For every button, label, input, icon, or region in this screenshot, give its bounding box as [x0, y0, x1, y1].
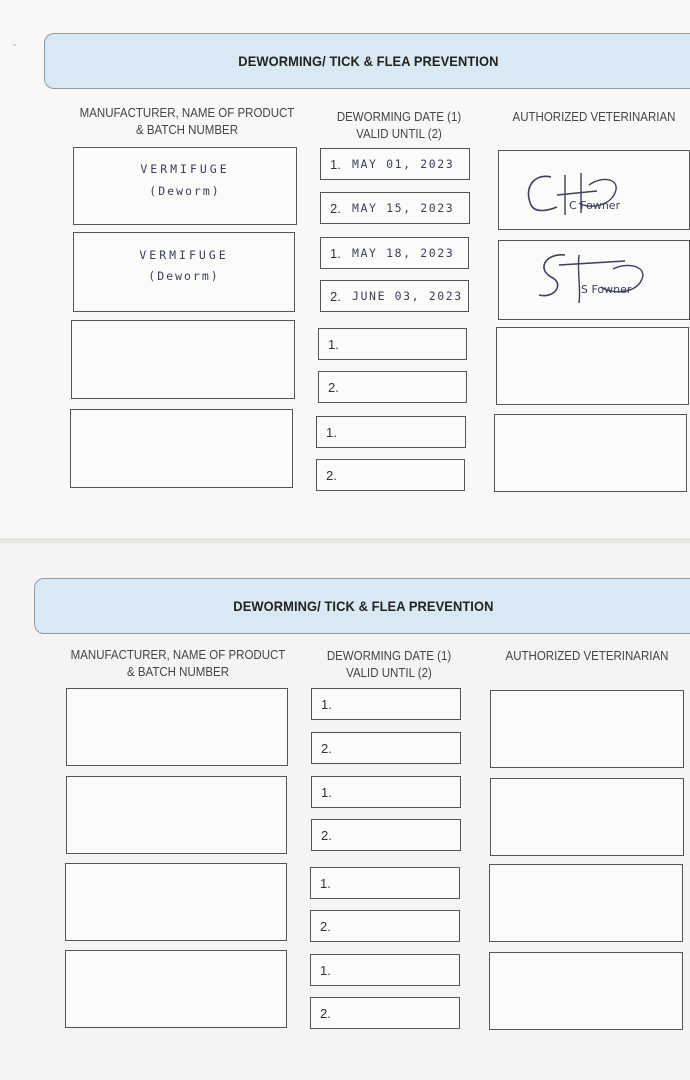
product-field[interactable]	[70, 409, 293, 488]
valid-until-field[interactable]: 2.	[316, 459, 465, 491]
deworming-date-handwritten: MAY 01, 2023	[352, 157, 455, 171]
deworming-date-field[interactable]: 1. MAY 18, 2023	[320, 237, 469, 269]
veterinarian-signature	[517, 165, 637, 225]
column-header-product: MANUFACTURER, NAME OF PRODUCT & BATCH NUMBER	[79, 106, 295, 137]
valid-until-field[interactable]: 2.	[311, 819, 461, 851]
paper-speck	[13, 44, 16, 46]
product-field[interactable]	[66, 688, 288, 766]
veterinarian-signature-field[interactable]	[496, 327, 689, 405]
product-name-handwritten: VERMIFUGE	[139, 248, 229, 262]
product-field[interactable]	[73, 232, 295, 312]
product-field[interactable]	[65, 950, 287, 1028]
column-header-date: DEWORMING DATE (1) VALID UNTIL (2)	[336, 110, 462, 141]
product-field[interactable]	[73, 147, 297, 225]
product-note-handwritten: (Deworm)	[148, 269, 220, 283]
deworming-date-field[interactable]: 1.	[318, 328, 467, 360]
veterinarian-signature-field[interactable]	[494, 414, 687, 492]
product-note-handwritten: (Deworm)	[149, 184, 221, 198]
deworming-date-field[interactable]: 1.	[316, 416, 466, 448]
column-header-vet: AUTHORIZED VETERINARIAN	[505, 649, 669, 663]
column-header-vet: AUTHORIZED VETERINARIAN	[512, 110, 676, 124]
veterinarian-signature	[529, 247, 669, 309]
deworming-date-field[interactable]: 1. MAY 01, 2023	[320, 148, 470, 180]
product-field[interactable]	[66, 776, 287, 854]
signature-text: C Fowner	[569, 199, 621, 212]
deworming-date-field[interactable]: 1.	[310, 867, 460, 899]
column-header-date: DEWORMING DATE (1) VALID UNTIL (2)	[326, 649, 452, 680]
product-field[interactable]	[71, 320, 295, 399]
valid-until-field[interactable]: 2.	[311, 732, 461, 764]
column-header-product: MANUFACTURER, NAME OF PRODUCT & BATCH NUMBER	[70, 648, 286, 679]
section-title: DEWORMING/ TICK & FLEA PREVENTION	[232, 598, 494, 614]
deworming-date-handwritten: MAY 18, 2023	[352, 246, 455, 260]
deworming-date-field[interactable]: 1.	[311, 688, 461, 720]
deworming-date-field[interactable]: 1.	[311, 776, 461, 808]
veterinarian-signature-field[interactable]	[498, 150, 690, 230]
valid-until-handwritten: MAY 15, 2023	[352, 201, 455, 215]
deworming-date-field[interactable]: 1.	[310, 954, 460, 986]
veterinarian-signature-field[interactable]	[489, 864, 683, 942]
section-title-banner	[34, 578, 690, 634]
veterinarian-signature-field[interactable]	[489, 952, 683, 1030]
valid-until-field[interactable]: 2.	[310, 910, 460, 942]
product-field[interactable]	[65, 863, 287, 941]
valid-until-handwritten: JUNE 03, 2023	[352, 289, 463, 303]
signature-text: S Fowner	[581, 283, 632, 296]
veterinarian-signature-field[interactable]	[490, 778, 684, 856]
veterinarian-signature-field[interactable]	[498, 240, 690, 320]
product-name-handwritten: VERMIFUGE	[140, 162, 230, 176]
section-title: DEWORMING/ TICK & FLEA PREVENTION	[237, 53, 499, 69]
valid-until-field[interactable]: 2.	[310, 997, 460, 1029]
veterinarian-signature-field[interactable]	[490, 690, 684, 768]
valid-until-field[interactable]: 2. MAY 15, 2023	[320, 192, 470, 224]
section-title-banner	[44, 33, 690, 89]
valid-until-field[interactable]: 2. JUNE 03, 2023	[320, 280, 469, 312]
valid-until-field[interactable]: 2.	[318, 371, 467, 403]
